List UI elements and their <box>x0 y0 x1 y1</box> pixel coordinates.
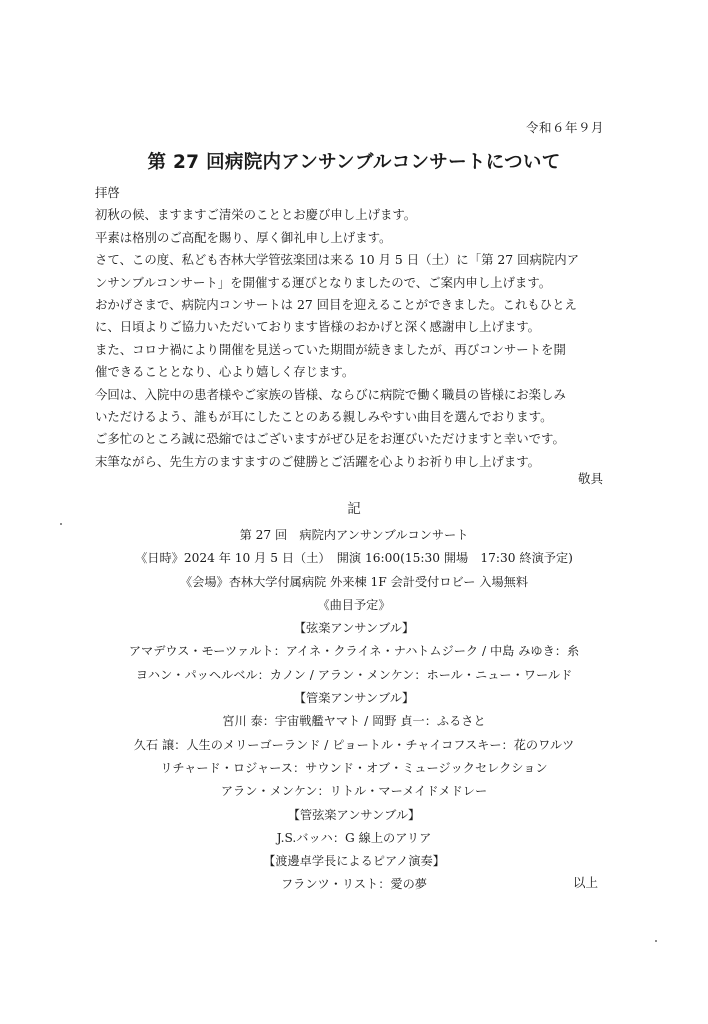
notice-heading: 記 <box>347 501 361 517</box>
event-venue: 《会場》杏林大学付属病院 外来棟 1F 会計受付ロビー 入場無料 <box>179 574 529 589</box>
letter-line: さて、この度、私ども杏林大学管弦楽団は来る 10 月 5 日（土）に「第 27 回病院内ア <box>95 252 580 268</box>
event-name: 第 27 回 病院内アンサンブルコンサート <box>239 528 469 542</box>
program-heading: 《曲目予定》 <box>317 597 391 612</box>
program-item: アラン・メンケン：リトル・マーメイドメドレー <box>220 784 488 799</box>
program-item: フランツ・リスト：愛の夢 <box>280 877 427 892</box>
program-item: アマデウス・モーツァルト：アイネ・クライネ・ナハトムジーク / 中島 みゆき：糸 <box>128 644 580 659</box>
section-heading-piano: 【渡邊卓学長によるピアノ演奏】 <box>263 854 445 869</box>
program-item: 宮川 泰：宇宙戦艦ヤマト / 岡野 貞一：ふるさと <box>222 714 486 729</box>
letter-line: おかげさまで、病院内コンサートは 27 回目を迎えることができました。これもひとえ <box>95 297 577 313</box>
letter-line: ンサンブルコンサート」を開催する運びとなりましたので、ご案内申し上げます。 <box>95 274 552 290</box>
program-item: J.S.バッハ：G 線上のアリア <box>276 830 432 845</box>
issue-date: 令和６年９月 <box>525 120 604 135</box>
letter-line: ご多忙のところ誠に恐縮ではございますがぜひ足をお運びいただけますと幸いです。 <box>95 431 565 447</box>
letter-line: 末筆ながら、先生方のますますのご健勝とご活躍を心よりお祈り申し上げます。 <box>95 453 541 469</box>
letter-line: 催できることとなり、心より嬉しく存じます。 <box>95 364 355 380</box>
program-item: ヨハン・パッヘルベル：カノン / アラン・メンケン：ホール・ニュー・ワールド <box>135 667 573 682</box>
program-details <box>100 524 608 897</box>
program-item: リチャード・ロジャース：サウンド・オブ・ミュージックセレクション <box>160 760 548 775</box>
letter-line: いただけるよう、誰もが耳にしたことのある親しみやすい曲目を選んでおります。 <box>95 409 553 425</box>
scan-speck <box>655 940 657 942</box>
scan-speck <box>60 523 62 525</box>
letter-line: 平素は格別のご高配を賜り、厚く御礼申し上げます。 <box>95 229 392 245</box>
event-datetime: 《日時》2024 年 10 月 5 日（土） 開演 16:00(15:30 開場 17:30 終演予定) <box>135 551 573 566</box>
section-heading-orchestra: 【管弦楽アンサンブル】 <box>287 807 421 822</box>
section-heading-strings: 【弦楽アンサンブル】 <box>293 621 415 636</box>
letter-line: また、コロナ禍により開催を見送っていた期間が続きましたが、再びコンサートを開 <box>95 341 566 357</box>
section-heading-winds: 【管楽アンサンブル】 <box>293 691 415 706</box>
letter-closing: 敬具 <box>577 471 603 486</box>
letter-line: 初秋の候、ますますご清栄のこととお慶び申し上げます。 <box>95 207 417 223</box>
letter-body <box>95 182 615 473</box>
program-item: 久石 譲：人生のメリーゴーランド / ピョートル・チャイコフスキー：花のワルツ <box>133 737 575 752</box>
letter-line: 今回は、入院中の患者様やご家族の皆様、ならびに病院で働く職員の皆様にお楽しみ <box>95 386 566 402</box>
document-title: 第 27 回病院内アンサンブルコンサートについて <box>147 152 561 173</box>
letter-opening: 拝啓 <box>95 185 120 200</box>
end-mark: 以上 <box>572 875 598 890</box>
letter-line: に、日頃よりご協力いただいております皆様のおかげと深く感謝申し上げます。 <box>95 319 541 335</box>
